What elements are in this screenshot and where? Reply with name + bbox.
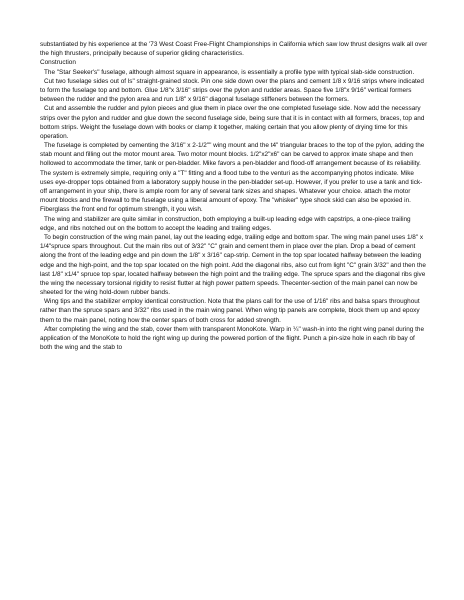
paragraph-fuselage-sides: Cut two fuselage sides out of ls" straight-grained stock. Pin one side down over the plans and cement 1/8 x 9/16 strips where indicated to form the fuselage top and bottom. Glue 1/8"x 3/16" strips over the pylon and rudder areas. Space five 1/8"x 9/16" vertical formers between the rudder and the pylon area and run 1/8" x 9/16" diagonal fuselage stiffeners between the formers. <box>40 77 424 104</box>
document-page <box>40 40 428 352</box>
paragraph-wing-main-panel: To begin construction of the wing main panel, lay out the leading edge, trailing edge and bottom spar. The wing main panel uses 1/8" x 1/4"spruce spars throughout. Cut the main ribs out of 3/32" "C" grain and cement them in place over the plan. Drop a bead of cement along the front of the leading edge and pin down the 1/8" x 3/16" cap-strip. Cement in the top spar located halfway between the leading edge and the high-point, and the top spar located on the high point. Add the diagonal ribs, also cut from light "C" grain 3/32" and then the last 1/8" x1/4" spruce top spar, located halfway between the high point and the trailing edge. The spruce spars and the diagonal ribs give the wing the necessary torsional rigidity to resist flutter at high power pattern speeds. Thecenter-section of the main panel can now be sheeted for the wing hold-down rubber bands. <box>40 233 426 297</box>
paragraph-covering: After completing the wing and the stab, cover them with transparent MonoKote. Warp in ¼" wash-in into the right wing panel during the application of the MonoKote to hold the right wing up during the powered portion of the flight. Punch a pin-size hole in each rib bay of both the wing and the stab to <box>40 325 424 352</box>
paragraph-fuselage-overview: The "Star Seeker's" fuselage, although almost square in appearance, is essentially a profile type with typical slab-side construction. <box>44 68 415 76</box>
paragraph-fuselage-completion: The fuselage is completed by cementing the 3/16" x 2-1/2"" wing mount and the t4" triangular braces to the top of the pylon, adding the stab mount and filling out the motor mount area. Two motor mount blocks. 1/2"x2"x6" can be carved to approx imate shape and then hollowed to accommodate the timer, tank or pen-bladder. Mike favors a pen-bladder and flood-off arrangement because of its reliability. The system is extremely simple, requiring only a "T" fitting and a flood tube to the venturi as the accompanying photos indicate. Mike uses eye-dropper tops obtained from a laboratory supply house in the pen-bladder set-up. However, if you prefer to use a tank and tick-off arrangement in your ship, there is ample room for any of several tank sizes and shapes. Whatever your choice. attach the motor mount blocks and the firewall to the fuselage using a liberal amount of epoxy. The "whisker" type shock skid can also be epoxied in. Fiberglass the front end for optimum strength, it you wish. <box>40 142 425 214</box>
paragraph-rudder-pylon: Cut and assemble the rudder and pylon pieces and glue them in place over the one completed fuselage side. Now add the necessary strips over the pylon and rudder and glue down the second fuselage side, being sure that it is in contact with all formers, braces, top and bottom strips. Weight the fuselage down with books or clamp it together, making certain that you allow plenty of drying time for this operation. <box>40 105 425 140</box>
section-heading-construction: Construction <box>40 59 76 67</box>
paragraph-intro: substantiated by his experience at the '73 West Coast Free-Flight Championships in California which saw low thrust designs walk all over the high thrusters, principally because of superior gliding characteristics. <box>40 41 428 58</box>
paragraph-wing-tips: Wing tips and the stabilizer employ identical construction. Note that the plans call for the use of 1/16" ribs and balsa spars throughout rather than the spruce spars and 3/32" ribs used in the main wing panel. When wing tip panels are complete, block them up and epoxy them to the main panel, noting how the center spars of both cross for added strength. <box>40 298 420 324</box>
paragraph-wing-stabilizer: The wing and stabilizer are quite similar in construction, both employing a built-up leading edge with capstrips, a one-piece trailing edge, and ribs notched out on the bottom to accept the leading and trailing edges. <box>40 215 411 232</box>
